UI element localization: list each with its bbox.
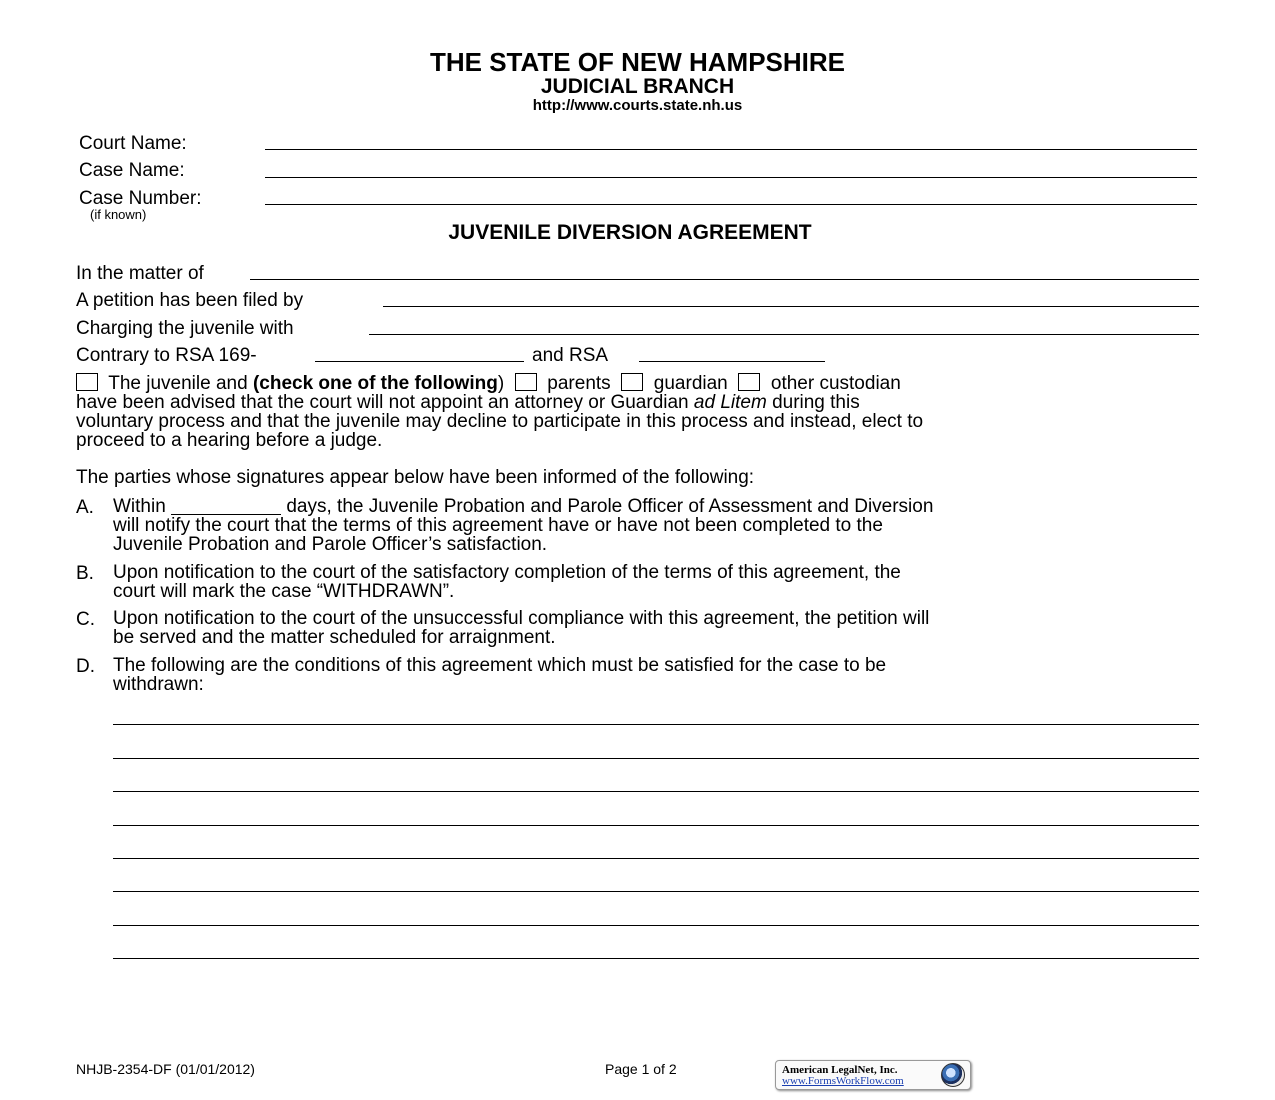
court-name-field[interactable] <box>265 149 1197 150</box>
condition-line[interactable] <box>113 791 1199 792</box>
condition-line[interactable] <box>113 858 1199 859</box>
charging-field[interactable] <box>369 334 1199 335</box>
other-custodian-label: other custodian <box>770 373 901 394</box>
condition-line[interactable] <box>113 891 1199 892</box>
logo-company-name: American LegalNet, Inc. <box>782 1064 898 1076</box>
item-a-line-3: Juvenile Probation and Parole Officer’s satisfaction. <box>113 534 548 555</box>
juvenile-and-text: The juvenile and <box>108 373 248 394</box>
case-name-label: Case Name: <box>79 160 185 181</box>
item-b-line-1: Upon notification to the court of the satisfactory completion of the terms of this agreement, the <box>113 562 901 583</box>
item-c-letter: C. <box>76 609 95 630</box>
if-known-note: (if known) <box>90 207 147 222</box>
form-id: NHJB-2354-DF (01/01/2012) <box>76 1061 255 1077</box>
advised-line-1 <box>76 373 1206 393</box>
condition-line[interactable] <box>113 724 1199 725</box>
logo-url[interactable]: www.FormsWorkFlow.com <box>782 1075 904 1087</box>
item-b-letter: B. <box>76 563 94 584</box>
advised-line-2 <box>76 393 860 412</box>
in-matter-label: In the matter of <box>76 263 204 284</box>
item-d-text <box>113 656 1198 694</box>
form-title: JUVENILE DIVERSION AGREEMENT <box>448 221 812 244</box>
state-heading: THE STATE OF NEW HAMPSHIRE <box>429 47 846 77</box>
and-rsa-label: and RSA <box>532 345 609 366</box>
item-c-line-1: Upon notification to the court of the unsuccessful compliance with this agreement, the petition will <box>113 608 930 629</box>
item-c-line-2: be served and the matter scheduled for arraignment. <box>113 627 556 648</box>
close-paren: ) <box>497 373 505 394</box>
check-one-text: (check one of the following <box>252 373 498 394</box>
item-d-line-1: The following are the conditions of this agreement which must be satisfied for the case to be <box>113 655 887 676</box>
rsa-other-field[interactable] <box>639 361 825 362</box>
parents-label: parents <box>547 373 611 394</box>
item-a-letter: A. <box>76 497 94 518</box>
court-name-label: Court Name: <box>79 133 187 154</box>
globe-icon <box>941 1063 965 1087</box>
case-number-label: Case Number: <box>79 188 202 209</box>
item-d-line-2: withdrawn: <box>113 674 204 695</box>
item-b-text <box>113 563 1198 601</box>
rsa-169-field[interactable] <box>315 361 524 362</box>
page-number: Page 1 of 2 <box>605 1061 677 1077</box>
ad-litem-text: ad Litem <box>693 392 767 413</box>
guardian-label: guardian <box>653 373 728 394</box>
in-matter-field[interactable] <box>250 279 1199 280</box>
condition-line[interactable] <box>113 825 1199 826</box>
item-a-text <box>113 497 1198 554</box>
days-field[interactable] <box>171 498 281 515</box>
case-name-field[interactable] <box>265 177 1197 178</box>
item-a-days-text: days, the Juvenile Probation and Parole Officer of Assessment and Diversion <box>286 496 934 517</box>
advised-text-a: have been advised that the court will not appoint an attorney or Guardian <box>76 392 689 413</box>
condition-line[interactable] <box>113 758 1199 759</box>
charging-label: Charging the juvenile with <box>76 318 294 339</box>
contrary-rsa-label: Contrary to RSA 169- <box>76 345 257 366</box>
item-c-text <box>113 609 1198 647</box>
petition-label: A petition has been filed by <box>76 290 304 311</box>
petition-field[interactable] <box>383 306 1199 307</box>
guardian-checkbox[interactable] <box>621 373 643 391</box>
item-a-within: Within <box>113 496 166 517</box>
other-custodian-checkbox[interactable] <box>738 373 760 391</box>
condition-line[interactable] <box>113 958 1199 959</box>
item-d-letter: D. <box>76 656 95 677</box>
condition-line[interactable] <box>113 925 1199 926</box>
juvenile-checkbox[interactable] <box>76 373 98 391</box>
case-number-field[interactable] <box>265 204 1197 205</box>
item-a-line-2: will notify the court that the terms of this agreement have or have not been completed to the <box>113 515 883 536</box>
legalnet-logo[interactable] <box>775 1060 971 1090</box>
parents-checkbox[interactable] <box>515 373 537 391</box>
informed-statement: The parties whose signatures appear below have been informed of the following: <box>76 467 755 488</box>
branch-heading: JUDICIAL BRANCH <box>540 75 735 98</box>
court-url: http://www.courts.state.nh.us <box>532 97 743 114</box>
advised-text-b: during this <box>772 392 860 413</box>
advised-line-3: voluntary process and that the juvenile may decline to participate in this process and instead, elect to <box>76 411 924 432</box>
advised-line-4: proceed to a hearing before a judge. <box>76 430 383 451</box>
item-b-line-2: court will mark the case “WITHDRAWN”. <box>113 581 455 602</box>
